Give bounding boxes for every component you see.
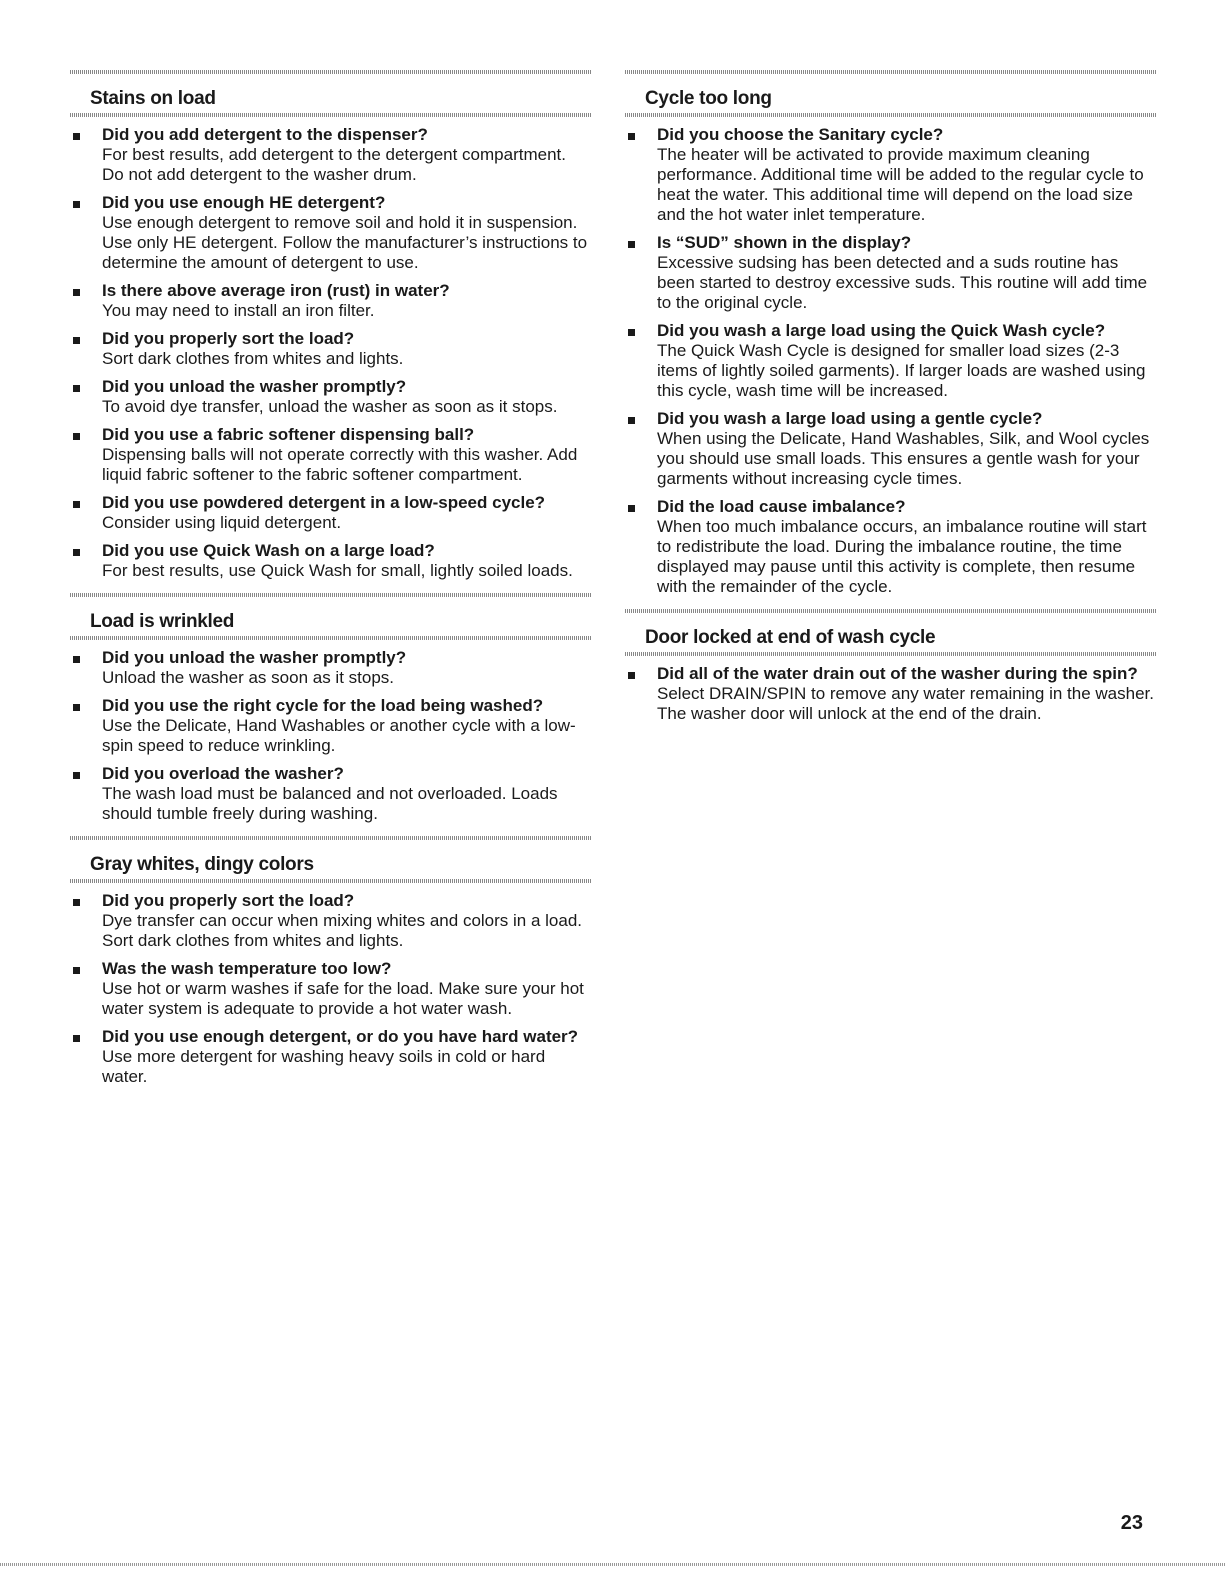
bullet-icon <box>73 967 80 974</box>
list-item <box>625 664 1157 724</box>
list-item <box>625 233 1157 313</box>
bullet-icon <box>73 337 80 344</box>
question-list <box>625 125 1157 597</box>
answer-text: When too much imbalance occurs, an imbalance routine will start to redistribute the load. During the imbalance routine, the time displayed may pause until this activity is complete, then resume with the remainder of the cycle. <box>657 517 1147 596</box>
list-item <box>70 541 592 581</box>
question-text: Did you use enough HE detergent? <box>102 193 386 212</box>
question-list <box>70 891 592 1087</box>
question-text: Did all of the water drain out of the washer during the spin? <box>657 664 1138 683</box>
list-item <box>625 125 1157 225</box>
answer-text: Sort dark clothes from whites and lights. <box>102 349 404 368</box>
answer-text: Use more detergent for washing heavy soils in cold or hard water. <box>102 1047 546 1086</box>
answer-text: Unload the washer as soon as it stops. <box>102 668 394 687</box>
list-item <box>625 409 1157 489</box>
answer-text: Consider using liquid detergent. <box>102 513 342 532</box>
section-rule-bottom <box>70 636 592 640</box>
list-item <box>70 1027 592 1087</box>
right-column <box>625 70 1157 736</box>
question-text: Did you unload the washer promptly? <box>102 648 407 667</box>
list-item <box>70 764 592 824</box>
answer-text: Dispensing balls will not operate correctly with this washer. Add liquid fabric softener to the fabric softener compartment. <box>102 445 578 484</box>
bullet-icon <box>73 704 80 711</box>
section-rule-bottom <box>70 879 592 883</box>
answer-text: You may need to install an iron filter. <box>102 301 375 320</box>
list-item <box>70 425 592 485</box>
bullet-icon <box>73 433 80 440</box>
question-text: Did you overload the washer? <box>102 764 344 783</box>
section-rule-top <box>70 836 592 840</box>
list-item <box>70 281 592 321</box>
bullet-icon <box>73 772 80 779</box>
section-gray-whites <box>70 836 592 1087</box>
section-rule-top <box>625 70 1157 74</box>
question-text: Did you unload the washer promptly? <box>102 377 407 396</box>
section-title: Stains on load <box>90 88 216 109</box>
answer-text: The heater will be activated to provide maximum cleaning performance. Additional time will be added to the regular cycle to heat the water. This additional time will depend on the load size and the hot water inlet temperature. <box>657 145 1144 224</box>
section-stains-on-load <box>70 70 592 581</box>
section-rule-top <box>70 593 592 597</box>
list-item <box>70 193 592 273</box>
list-item <box>625 321 1157 401</box>
section-rule-bottom <box>70 113 592 117</box>
bullet-icon <box>73 899 80 906</box>
section-load-is-wrinkled <box>70 593 592 824</box>
question-list <box>70 125 592 581</box>
question-text: Did you use enough detergent, or do you have hard water? <box>102 1027 579 1046</box>
list-item <box>625 497 1157 597</box>
bullet-icon <box>628 417 635 424</box>
section-title: Door locked at end of wash cycle <box>645 627 936 648</box>
answer-text: Select DRAIN/SPIN to remove any water remaining in the washer. The washer door will unlock at the end of the drain. <box>657 684 1154 723</box>
answer-text: When using the Delicate, Hand Washables, Silk, and Wool cycles you should use small loads. This ensures a gentle wash for your garments without increasing cycle times. <box>657 429 1150 488</box>
section-title: Gray whites, dingy colors <box>90 854 314 875</box>
question-text: Did you wash a large load using a gentle cycle? <box>657 409 1043 428</box>
question-text: Did you add detergent to the dispenser? <box>102 125 428 144</box>
bullet-icon <box>628 505 635 512</box>
bullet-icon <box>628 241 635 248</box>
answer-text: For best results, add detergent to the detergent compartment. Do not add detergent to the washer drum. <box>102 145 566 184</box>
question-list <box>70 648 592 824</box>
section-rule-bottom <box>625 113 1157 117</box>
answer-text: Use the Delicate, Hand Washables or another cycle with a low-spin speed to reduce wrinkling. <box>102 716 576 755</box>
question-text: Did you use Quick Wash on a large load? <box>102 541 435 560</box>
list-item <box>70 696 592 756</box>
section-rule-bottom <box>625 652 1157 656</box>
list-item <box>70 377 592 417</box>
question-text: Was the wash temperature too low? <box>102 959 392 978</box>
question-text: Did you properly sort the load? <box>102 891 355 910</box>
question-text: Did you choose the Sanitary cycle? <box>657 125 944 144</box>
bullet-icon <box>73 656 80 663</box>
bullet-icon <box>73 385 80 392</box>
question-text: Did you wash a large load using the Quick Wash cycle? <box>657 321 1106 340</box>
page-number: 23 <box>1120 1512 1143 1534</box>
question-text: Did you use powdered detergent in a low-speed cycle? <box>102 493 546 512</box>
bullet-icon <box>73 133 80 140</box>
list-item <box>70 648 592 688</box>
section-door-locked <box>625 609 1157 724</box>
bullet-icon <box>73 501 80 508</box>
question-text: Did you use the right cycle for the load being washed? <box>102 696 544 715</box>
list-item <box>70 959 592 1019</box>
list-item <box>70 125 592 185</box>
answer-text: The Quick Wash Cycle is designed for smaller load sizes (2-3 items of lightly soiled garments). If larger loads are washed using this cycle, wash time will be increased. <box>657 341 1146 400</box>
section-rule-top <box>70 70 592 74</box>
question-text: Is there above average iron (rust) in water? <box>102 281 450 300</box>
list-item <box>70 329 592 369</box>
question-text: Did you properly sort the load? <box>102 329 355 348</box>
section-title: Load is wrinkled <box>90 611 235 632</box>
answer-text: The wash load must be balanced and not overloaded. Loads should tumble freely during washing. <box>102 784 558 823</box>
bullet-icon <box>628 329 635 336</box>
answer-text: Use hot or warm washes if safe for the load. Make sure your hot water system is adequate to provide a hot water wash. <box>102 979 584 1018</box>
section-title: Cycle too long <box>645 88 772 109</box>
bullet-icon <box>73 289 80 296</box>
answer-text: To avoid dye transfer, unload the washer as soon as it stops. <box>102 397 558 416</box>
section-rule-top <box>625 609 1157 613</box>
bullet-icon <box>628 133 635 140</box>
left-column <box>70 70 592 1099</box>
question-text: Is “SUD” shown in the display? <box>657 233 912 252</box>
answer-text: Dye transfer can occur when mixing whites and colors in a load. Sort dark clothes from whites and lights. <box>102 911 583 950</box>
question-text: Did you use a fabric softener dispensing ball? <box>102 425 475 444</box>
bullet-icon <box>73 201 80 208</box>
list-item <box>70 493 592 533</box>
question-list <box>625 664 1157 724</box>
bullet-icon <box>73 1035 80 1042</box>
answer-text: Excessive sudsing has been detected and a suds routine has been started to destroy excessive suds. This routine will add time to the original cycle. <box>657 253 1148 312</box>
bullet-icon <box>628 672 635 679</box>
bullet-icon <box>73 549 80 556</box>
section-cycle-too-long <box>625 70 1157 597</box>
answer-text: For best results, use Quick Wash for small, lightly soiled loads. <box>102 561 573 580</box>
question-text: Did the load cause imbalance? <box>657 497 906 516</box>
answer-text: Use enough detergent to remove soil and hold it in suspension. Use only HE detergent. Follow the manufacturer’s instructions to determine the amount of detergent to use. <box>102 213 588 272</box>
list-item <box>70 891 592 951</box>
bottom-rule <box>0 1563 1225 1566</box>
